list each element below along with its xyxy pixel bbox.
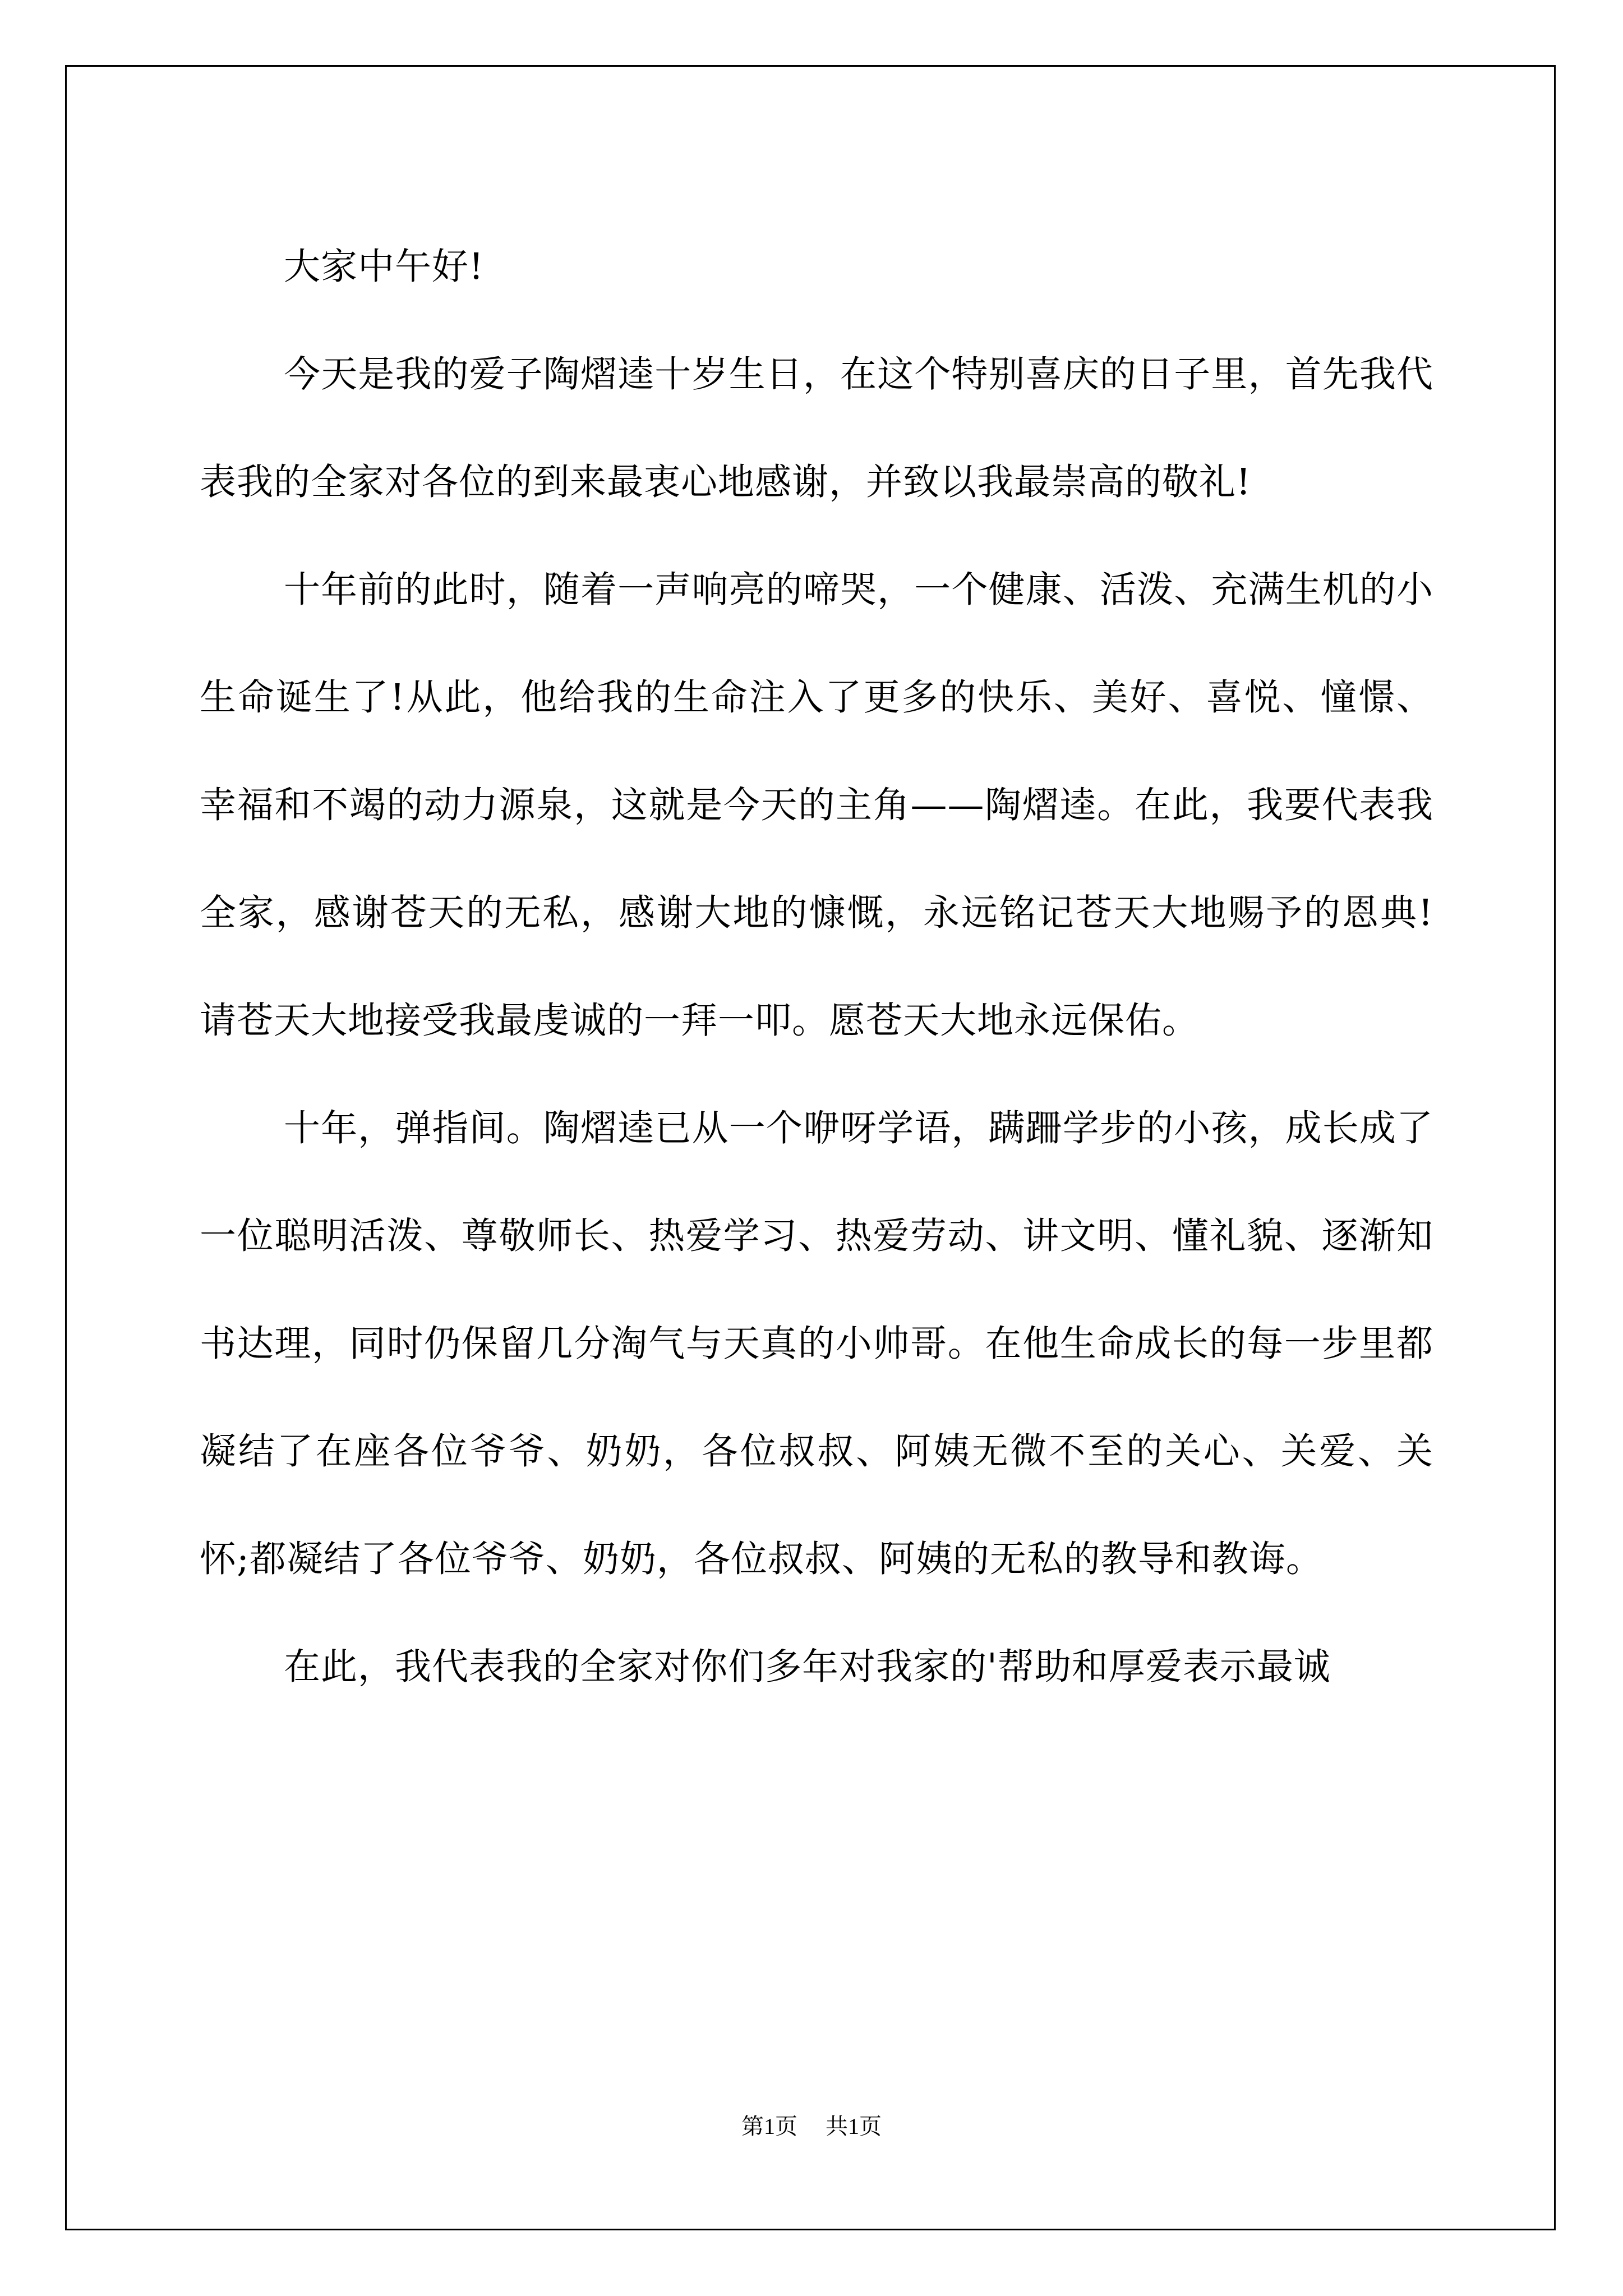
paragraph-thanks: 在此，我代表我的全家对你们多年对我家的'帮助和厚爱表示最诚 — [284, 1646, 1331, 1688]
paragraph-birthday-intro: 今天是我的爱子陶熠逵十岁生日，在这个特别喜庆的日子里，首先我代表我的全家对各位的到来最衷心地感谢，并致以我最崇高的敬礼! — [200, 353, 1433, 503]
paragraph-ten-years-ago: 十年前的此时，随着一声响亮的啼哭，一个健康、活泼、充满生机的小生命诞生了!从此，他给我的生命注入了更多的快乐、美好、喜悦、憧憬、幸福和不竭的动力源泉，这就是今天的主角——陶熠逵。在此，我要代表我全家，感谢苍天的无私，感谢大地的慷慨，永远铭记苍天大地赐予的恩典!请苍天大地接受我最虔诚的一拜一叩。愿苍天大地永远保佑。 — [200, 569, 1433, 1042]
paragraph-greeting: 大家中午好! — [284, 246, 485, 288]
document-body — [200, 213, 1433, 1721]
page-total: 共1页 — [826, 2114, 882, 2139]
page-number: 第1页 — [741, 2114, 797, 2139]
paragraph-ten-years-growth: 十年，弹指间。陶熠逵已从一个咿呀学语，蹒跚学步的小孩，成长成了一位聪明活泼、尊敬师长、热爱学习、热爱劳动、讲文明、懂礼貌、逐渐知书达理，同时仍保留几分淘气与天真的小帅哥。在他生命成长的每一步里都凝结了在座各位爷爷、奶奶，各位叔叔、阿姨无微不至的关心、关爱、关怀;都凝结了各位爷爷、奶奶，各位叔叔、阿姨的无私的教导和教诲。 — [200, 1107, 1433, 1580]
page-footer — [0, 2113, 1623, 2141]
